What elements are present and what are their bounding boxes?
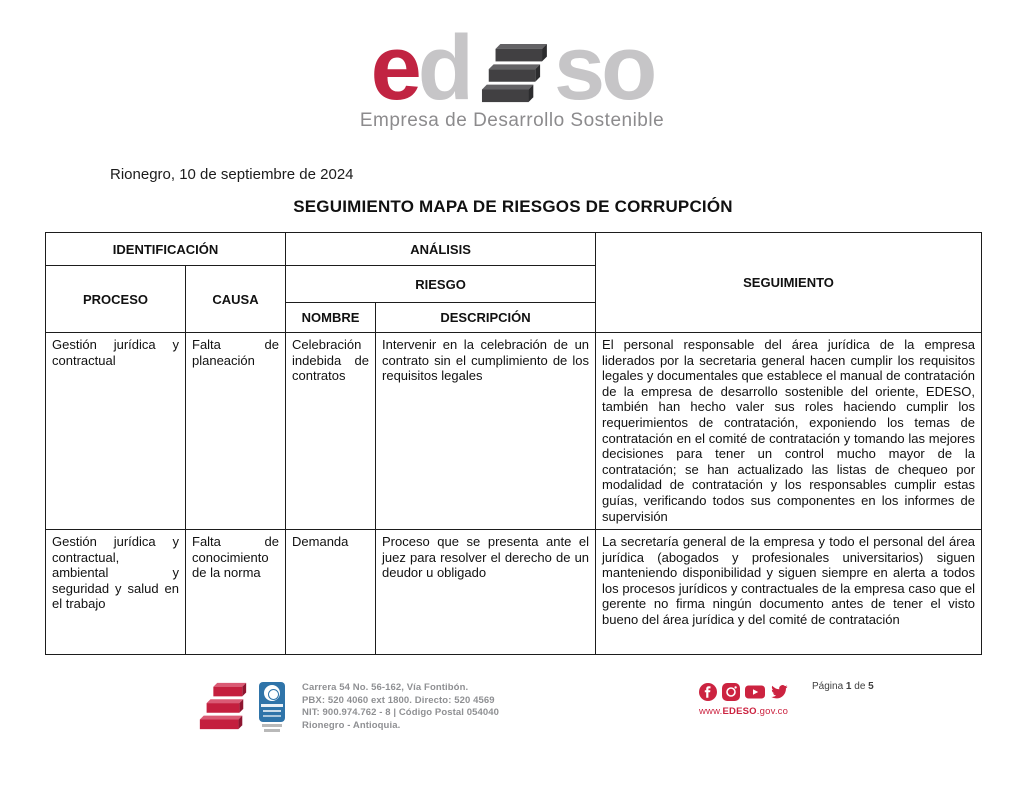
cell-nombre: Celebración indebida de contratos	[286, 333, 376, 530]
instagram-icon	[722, 683, 740, 701]
cell-causa: Falta de planeación	[186, 333, 286, 530]
facebook-icon	[699, 683, 717, 701]
address-line: NIT: 900.974.762 - 8 | Código Postal 054040	[302, 707, 500, 718]
table-row	[46, 530, 982, 655]
twitter-icon	[770, 683, 788, 701]
address-line: PBX: 520 4060 ext 1800. Directo: 520 4569	[302, 694, 495, 706]
footer-blocks-icon	[196, 678, 250, 734]
header-seguimiento: SEGUIMIENTO	[596, 233, 982, 333]
page-current: 1	[845, 681, 852, 692]
cell-proceso: Gestión jurídica y contractual, ambiental y seguridad y salud en el trabajo	[46, 530, 186, 655]
header-identificacion: IDENTIFICACIÓN	[46, 233, 286, 266]
edeso-logo	[0, 16, 1024, 132]
header-analisis: ANÁLISIS	[286, 233, 596, 266]
address-line: Carrera 54 No. 56-162, Vía Fontibón.	[302, 682, 469, 693]
logo-letters-so: so	[554, 16, 654, 119]
cell-seguimiento: La secretaría general de la empresa y todo el personal del área jurídica (abogados y profesionales universitarios) siguen manteniendo disponibilidad y siguen siempre en alerta a todos los procesos jurídicos y contractuales de la empresa caso que el gerente no firma ningún documento antes de tener el visto bueno del área jurídica y del comité de contratación	[596, 530, 982, 655]
logo-letter-e: e	[370, 16, 418, 119]
table-row	[46, 333, 982, 530]
edeso-blocks-icon	[475, 43, 549, 105]
date-line: Rionegro, 10 de septiembre de 2024	[110, 166, 354, 183]
footer-website	[699, 706, 788, 717]
website-suffix: .gov.co	[756, 706, 789, 717]
cell-descripcion: Intervenir en la celebración de un contrato sin el cumplimiento de los requisitos legales	[376, 333, 596, 530]
footer-address	[302, 682, 499, 732]
risk-table	[45, 232, 982, 655]
header-proceso: PROCESO	[46, 266, 186, 333]
page-number	[812, 681, 874, 692]
certification-seal-icon	[258, 682, 286, 732]
page-of: de	[851, 681, 869, 692]
cell-seguimiento: El personal responsable del área jurídica de la empresa liderados por la secretaria general hacen cumplir los requisitos legales y documentales que establece el manual de contratación de la empresa de desarrollo sostenible del oriente, EDESO, también han hecho valer sus roles haciendo cumplir los requerimientos de contratación, exponiendo los temas de contratación en el comité de contratación y tomando las mejores decisiones para tener un control mucho mayor de la contratación; se han actualizado las listas de chequeo por modalidad de contratación y los responsables cumplir estas guías, verificando todos sus componentes en los informes de supervisión	[596, 333, 982, 530]
edeso-wordmark	[0, 16, 1024, 119]
header-descripcion: DESCRIPCIÓN	[376, 303, 596, 333]
page-total: 5	[868, 681, 874, 692]
cell-descripcion: Proceso que se presenta ante el juez para resolver el derecho de un deudor u obligado	[376, 530, 596, 655]
header-riesgo: RIESGO	[286, 266, 596, 303]
youtube-icon	[745, 683, 765, 701]
cell-proceso: Gestión jurídica y contractual	[46, 333, 186, 530]
page-title: SEGUIMIENTO MAPA DE RIESGOS DE CORRUPCIÓN	[293, 197, 733, 216]
cell-causa: Falta de conocimiento de la norma	[186, 530, 286, 655]
website-bold: EDESO	[722, 706, 757, 717]
cell-nombre: Demanda	[286, 530, 376, 655]
logo-subtitle: Empresa de Desarrollo Sostenible	[359, 110, 665, 131]
header-causa: CAUSA	[186, 266, 286, 333]
logo-letter-d: d	[417, 16, 470, 119]
address-line: Rionegro - Antioquia.	[302, 719, 401, 731]
page-footer	[0, 676, 1024, 746]
social-icons	[699, 683, 788, 701]
header-nombre: NOMBRE	[286, 303, 376, 333]
page-prefix: Página	[812, 681, 846, 692]
website-prefix: www.	[699, 706, 723, 717]
